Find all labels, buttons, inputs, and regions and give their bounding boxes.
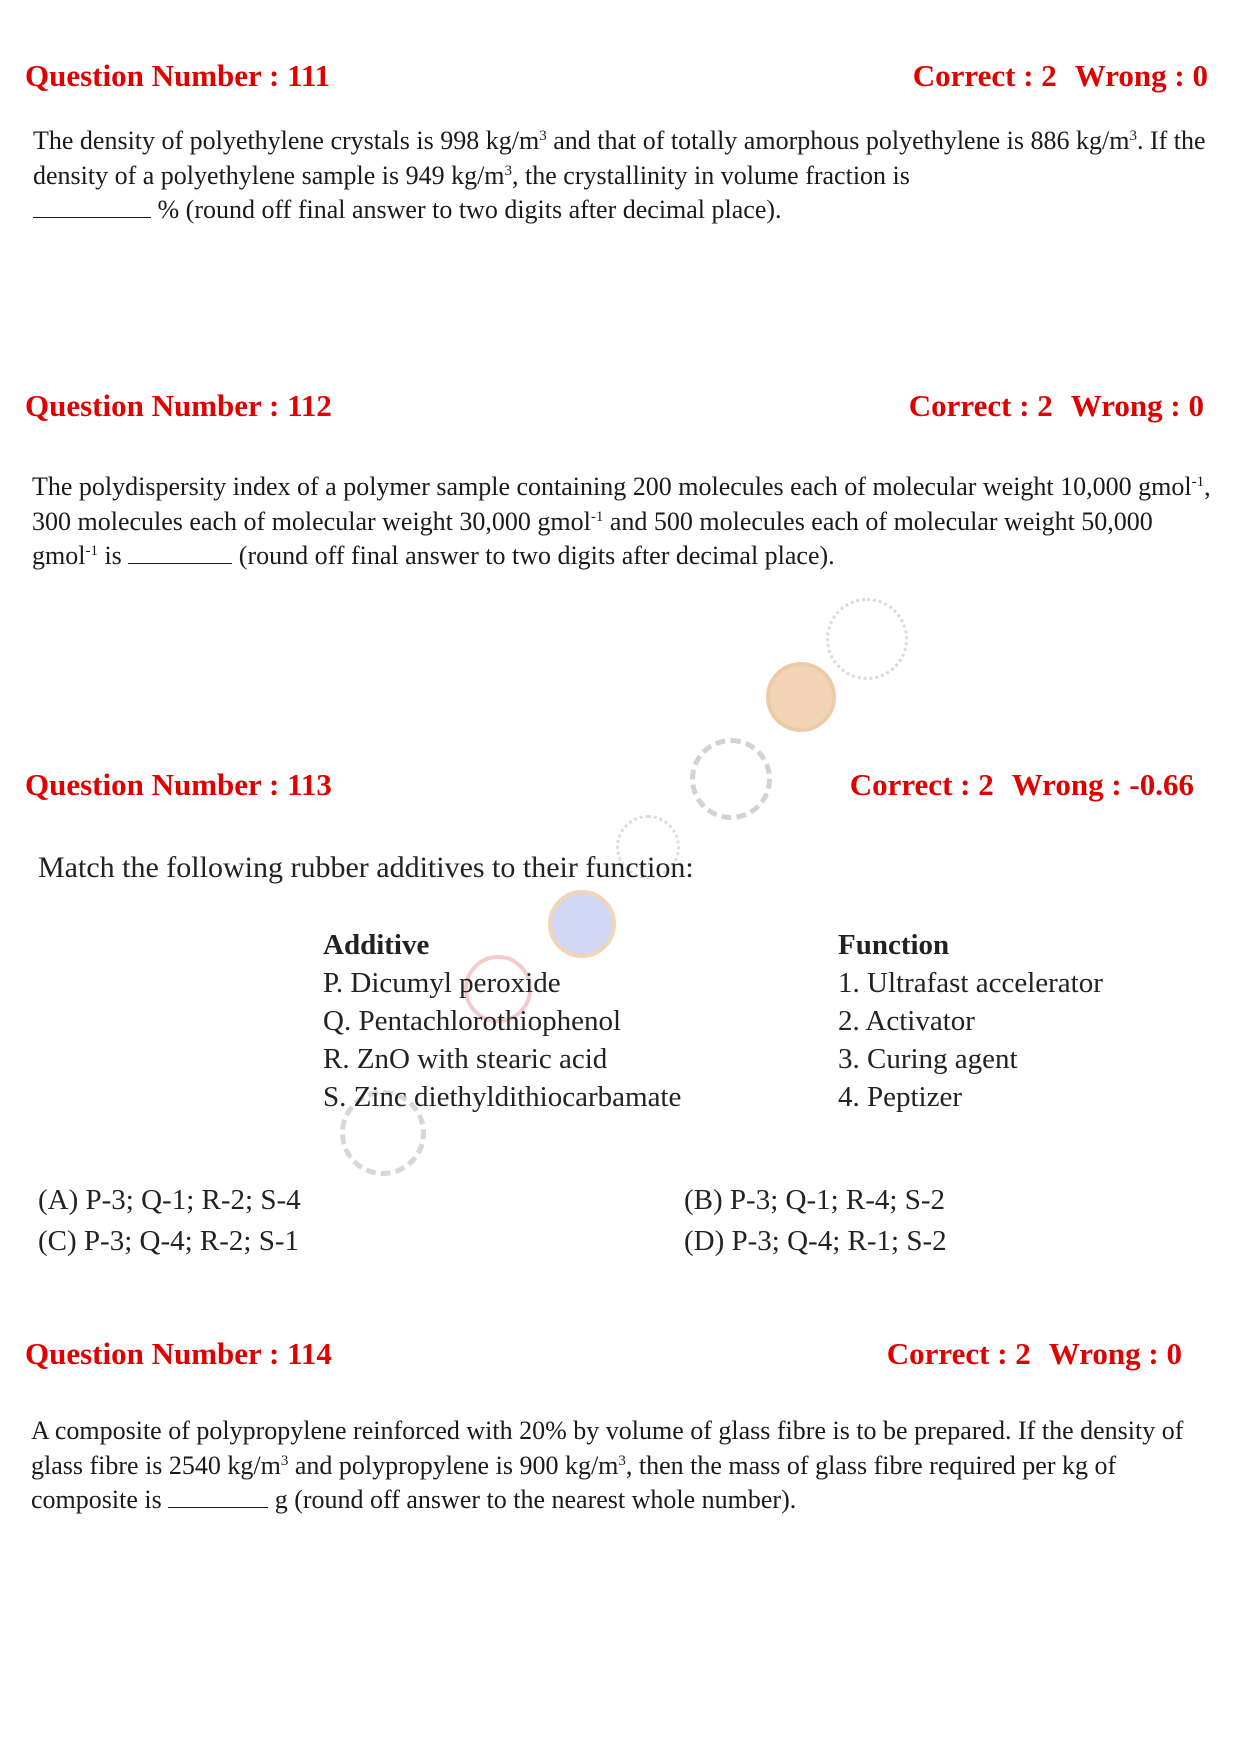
answer-blank <box>168 1487 268 1508</box>
question-text-111: The density of polyethylene crystals is 998 $kg/m^3$ and that of totally amorphous polyethylene is 886 $kg/m^3$. If the density of a polyethylene sample is 949 $kg/m^3$, the crystallinity in volume fraction is % (round off final answer to two digits after decimal place). <box>33 126 1206 224</box>
match-instruction: Match the following rubber additives to their function: <box>38 851 694 884</box>
option-a[interactable]: (A) P-3; Q-1; R-2; S-4 <box>38 1184 301 1216</box>
additive-item: S. Zinc diethyldithiocarbamate <box>323 1081 682 1113</box>
marks-114 <box>887 1336 1182 1372</box>
function-item: 3. Curing agent <box>838 1043 1018 1075</box>
additive-item: R. ZnO with stearic acid <box>323 1043 608 1075</box>
option-d[interactable]: (D) P-3; Q-4; R-1; S-2 <box>684 1225 947 1257</box>
additive-column <box>323 926 681 1116</box>
additive-item: P. Dicumyl peroxide <box>323 967 561 999</box>
additive-header: Additive <box>323 929 430 961</box>
question-number-112: Question Number : 112 <box>25 388 332 423</box>
marks-113 <box>850 767 1194 803</box>
question-text-114: A composite of polypropylene reinforced with 20% by volume of glass fibre is to be prepared. If the density of glass fibre is 2540 $kg/m^3$ and polypropylene is 900 $kg/m^3$, then the mass of glass fibre required per kg of composite is g (round off answer to the nearest whole number). <box>31 1416 1184 1514</box>
function-item: 2. Activator <box>838 1005 975 1037</box>
function-header: Function <box>838 929 950 961</box>
watermark-seal <box>766 662 836 732</box>
wrong-marks: Wrong : 0 <box>1074 58 1208 93</box>
function-column <box>838 926 1103 1116</box>
wrong-marks: Wrong : 0 <box>1070 388 1204 423</box>
wrong-marks: Wrong : 0 <box>1048 1336 1182 1371</box>
watermark-seal <box>826 598 908 680</box>
option-c[interactable]: (C) P-3; Q-4; R-2; S-1 <box>38 1225 299 1257</box>
function-item: 1. Ultrafast accelerator <box>838 967 1103 999</box>
correct-marks: Correct : 2 <box>912 58 1057 93</box>
correct-marks: Correct : 2 <box>849 767 994 802</box>
function-item: 4. Peptizer <box>838 1081 963 1113</box>
option-b[interactable]: (B) P-3; Q-1; R-4; S-2 <box>684 1184 945 1216</box>
question-number-113: Question Number : 113 <box>25 767 332 802</box>
answer-blank <box>128 543 232 564</box>
marks-111 <box>913 58 1208 94</box>
question-text-112: The polydispersity index of a polymer sample containing 200 molecules each of molecular weight 10,000 gmol$^{-1}$, 300 molecules each of molecular weight 30,000 gmol$^{-1}$ and 500 molecules each of molecular weight 50,000 gmol$^{-1}$ is (round off final answer to two digits after decimal place). <box>32 472 1211 570</box>
additive-item: Q. Pentachlorothiophenol <box>323 1005 622 1037</box>
answer-blank <box>33 197 151 218</box>
question-number-114: Question Number : 114 <box>25 1336 332 1371</box>
watermark-seal <box>690 738 772 820</box>
correct-marks: Correct : 2 <box>908 388 1053 423</box>
correct-marks: Correct : 2 <box>886 1336 1031 1371</box>
marks-112 <box>909 388 1204 424</box>
question-number-111: Question Number : 111 <box>25 58 331 93</box>
wrong-marks: Wrong : -0.66 <box>1011 767 1194 802</box>
